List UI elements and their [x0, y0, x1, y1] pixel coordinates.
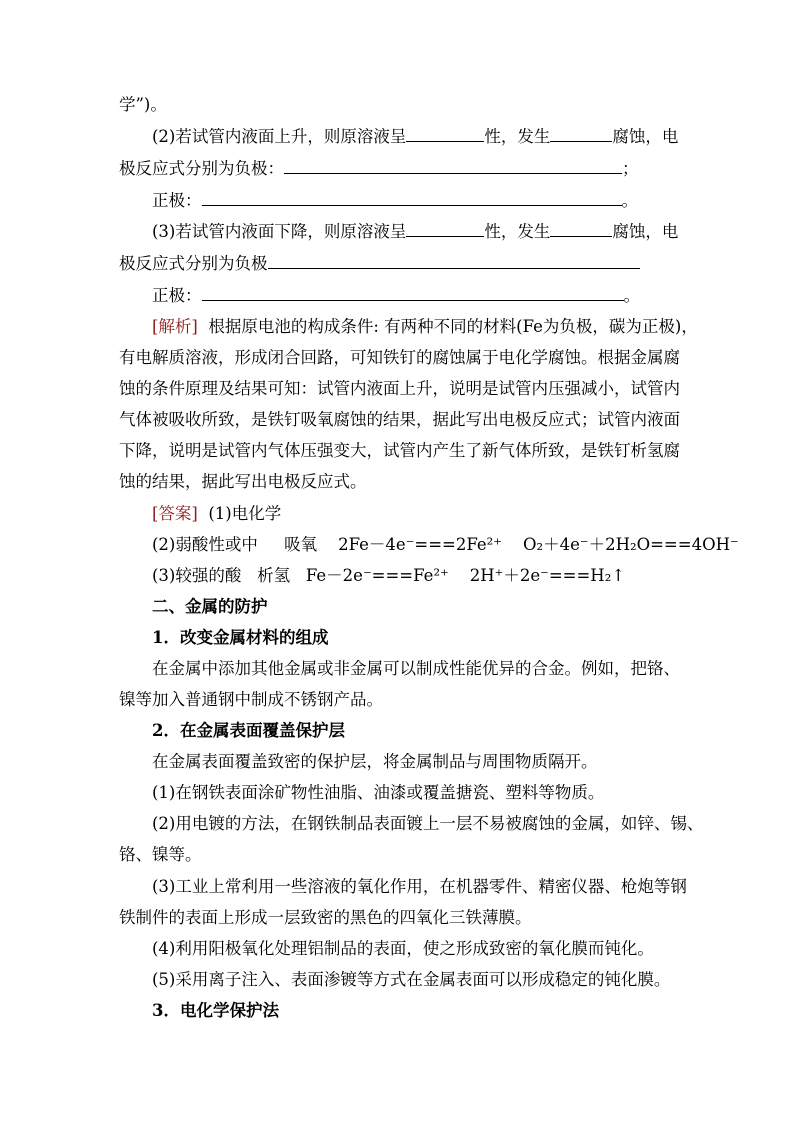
analysis-line: 有电解质溶液，形成闭合回路，可知铁钉的腐蚀属于电化学腐蚀。根据金属腐: [119, 348, 680, 367]
paragraph-1-line: 镍等加入普通钢中制成不锈钢产品。: [119, 690, 383, 709]
q3-positive-label: 正极：: [152, 286, 202, 305]
answer-2-label: (2)弱酸性或中: [152, 535, 258, 554]
analysis-line: 蚀的条件原理及结果可知：试管内液面上升，说明是试管内压强减小，试管内: [119, 379, 680, 398]
answer-3-eq1: Fe－2e⁻===Fe²⁺: [305, 566, 449, 585]
answer-2-eq2: O₂＋4e⁻＋2H₂O===4OH⁻: [522, 535, 739, 554]
q3-blank-solution-nature[interactable]: [406, 221, 484, 237]
q3-blank-negative-electrode[interactable]: [268, 253, 640, 269]
q3-negative-label: 极反应式分别为负极: [119, 254, 268, 273]
q2-semicolon: ；: [622, 159, 639, 178]
q2-text-c: 腐蚀，电: [612, 127, 679, 146]
q3-line1: [152, 221, 678, 243]
q3-line2: [119, 253, 640, 275]
q2-blank-negative-electrode[interactable]: [284, 158, 622, 174]
q3-period: 。: [623, 286, 640, 305]
analysis-line: 下降，说明是试管内气体压强变大，试管内产生了新气体所致，是铁钉析氢腐: [119, 441, 680, 460]
item-3-line: 铁制件的表面上形成一层致密的黑色的四氧化三铁薄膜。: [119, 908, 532, 927]
q2-line3: [152, 190, 638, 212]
answer-line1: [152, 503, 281, 525]
q2-blank-corrosion-type[interactable]: [550, 126, 612, 142]
answer-2-eq1: 2Fe－4e⁻===2Fe²⁺: [338, 535, 502, 554]
subheading-3: 3．电化学保护法: [152, 1001, 279, 1020]
answer-3-label: (3)较强的酸: [152, 566, 242, 585]
q2-period: 。: [621, 191, 638, 210]
q2-positive-label: 正极：: [152, 191, 202, 210]
subheading-2: 2．在金属表面覆盖保护层: [152, 721, 345, 740]
subheading-1: 1．改变金属材料的组成: [152, 628, 329, 647]
answer-line2: [152, 534, 739, 556]
item-3-line: (3)工业上常利用一些溶液的氧化作用，在机器零件、精密仪器、枪炮等钢: [152, 877, 687, 896]
analysis-line: 气体被吸收所致，是铁钉吸氧腐蚀的结果，据此写出电极反应式；试管内液面: [119, 410, 680, 429]
item-1: (1)在钢铁表面涂矿物性油脂、油漆或覆盖搪瓷、塑料等物质。: [152, 783, 605, 802]
analysis-line1: [152, 316, 698, 338]
section-title: 二、金属的防护: [152, 597, 268, 616]
item-5: (5)采用离子注入、表面渗镀等方式在金属表面可以形成稳定的钝化膜。: [152, 970, 671, 989]
q3-text-c: 腐蚀，电: [612, 222, 679, 241]
analysis-tag: [解析]: [152, 317, 198, 336]
question-tail: 学”)。: [119, 95, 167, 114]
q2-text-b: 性，发生: [484, 127, 551, 146]
analysis-line: 蚀的结果，据此写出电极反应式。: [119, 472, 367, 491]
answer-3-type: 析氢: [257, 566, 291, 585]
q3-line3: [152, 285, 640, 307]
q2-blank-solution-nature[interactable]: [406, 126, 484, 142]
answer-3-eq2: 2H⁺＋2e⁻===H₂↑: [469, 566, 626, 585]
paragraph-2: 在金属表面覆盖致密的保护层，将金属制品与周围物质隔开。: [152, 752, 598, 771]
paragraph-1-line: 在金属中添加其他金属或非金属可以制成性能优异的合金。例如，把铬、: [152, 659, 680, 678]
q3-text-a: (3)若试管内液面下降，则原溶液呈: [152, 222, 407, 241]
q3-blank-corrosion-type[interactable]: [550, 221, 612, 237]
q2-line2: [119, 158, 639, 180]
item-4: (4)利用阳极氧化处理铝制品的表面，使之形成致密的氧化膜而钝化。: [152, 939, 654, 958]
q2-text-a: (2)若试管内液面上升，则原溶液呈: [152, 127, 407, 146]
answer-line3: [152, 565, 625, 587]
answer-2-type: 吸氧: [284, 535, 318, 554]
q2-blank-positive-electrode[interactable]: [202, 190, 622, 206]
q3-text-b: 性，发生: [484, 222, 551, 241]
q3-blank-positive-electrode[interactable]: [202, 285, 624, 301]
answer-1: (1)电化学: [208, 504, 282, 523]
item-2-line: 铬、镍等。: [119, 845, 202, 864]
item-2-line: (2)用电镀的方法，在钢铁制品表面镀上一层不易被腐蚀的金属，如锌、锡、: [152, 814, 704, 833]
q2-negative-label: 极反应式分别为负极：: [119, 159, 284, 178]
answer-tag: [答案]: [152, 504, 198, 523]
analysis-text: 根据原电池的构成条件: 有两种不同的材料(Fe为负极，碳为正极)，: [208, 317, 698, 336]
q2-line1: [152, 126, 678, 148]
